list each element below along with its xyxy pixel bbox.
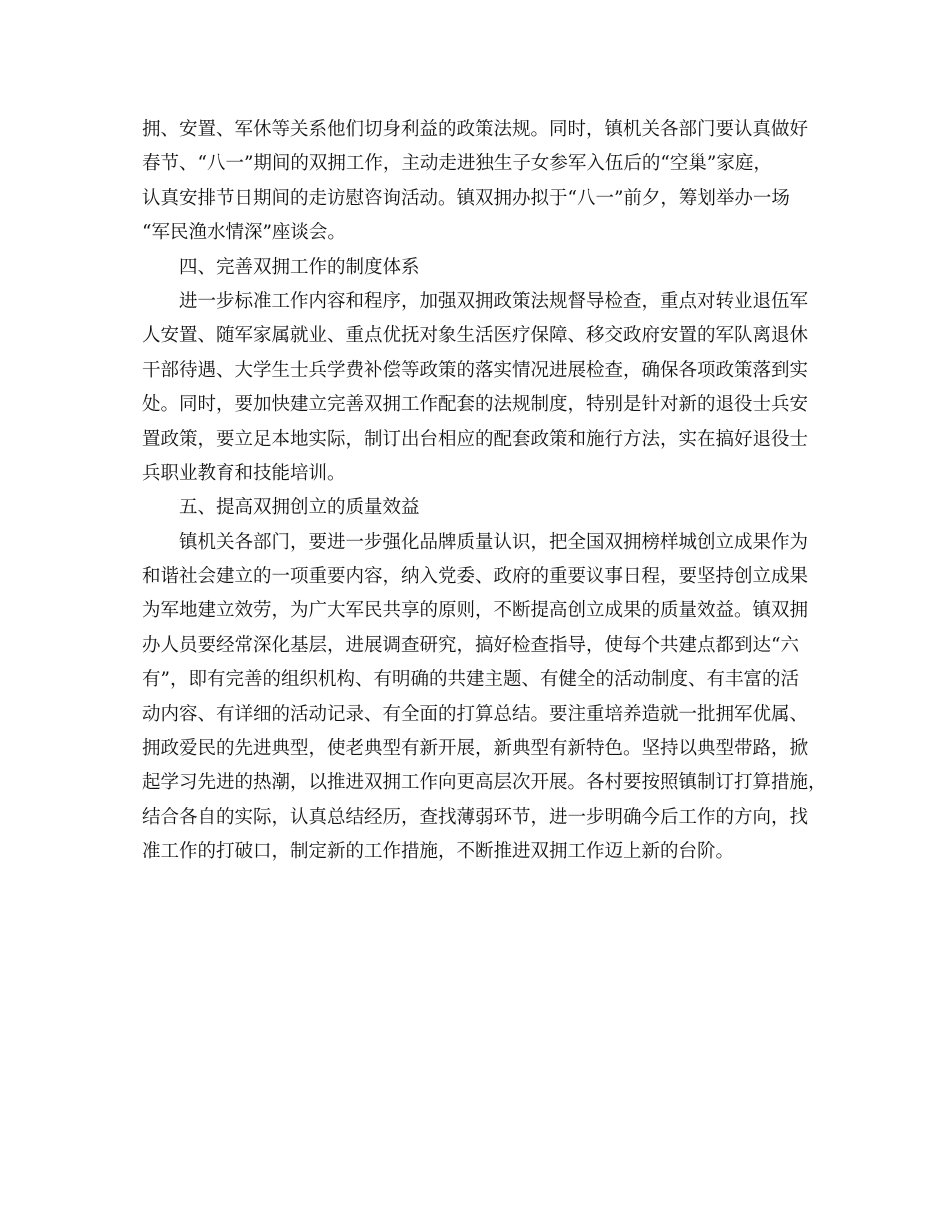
text-line: 置政策，要立足本地实际，制订出台相应的配套政策和施行方法，实在搞好退役士 <box>142 428 809 450</box>
section-heading: 五、提高双拥创立的质量效益 <box>179 497 420 519</box>
text-line: 干部待遇、大学生士兵学费补偿等政策的落实情况进展检查，确保各项政策落到实 <box>142 359 809 381</box>
text-line: 处。同时，要加快建立完善双拥工作配套的法规制度，特别是针对新的退役士兵安 <box>142 394 809 416</box>
text-line: 有”，即有完善的组织机构、有明确的共建主题、有健全的活动制度、有丰富的活 <box>142 669 799 691</box>
text-line: 春节、“八一”期间的双拥工作，主动走进独生子女参军入伍后的“空巢”家庭， <box>142 153 772 175</box>
text-line: 动内容、有详细的活动记录、有全面的打算总结。要注重培养造就一批拥军优属、 <box>142 703 809 725</box>
text-line: 认真安排节日期间的走访慰咨询活动。镇双拥办拟于“八一”前夕，筹划举办一场 <box>142 187 790 209</box>
text-line: 办人员要经常深化基层，进展调查研究，搞好检查指导，使每个共建点都到达“六 <box>142 634 799 656</box>
text-line: “军民渔水情深”座谈会。 <box>142 222 346 244</box>
text-line: 起学习先进的热潮，以推进双拥工作向更高层次开展。各村要按照镇制订打算措施， <box>142 772 827 794</box>
text-line: 准工作的打破口，制定新的工作措施，不断推进双拥工作迈上新的台阶。 <box>142 841 735 863</box>
text-line: 结合各自的实际，认真总结经历，查找薄弱环节，进一步明确今后工作的方向，找 <box>142 806 809 828</box>
document-body <box>142 113 827 870</box>
text-line: 兵职业教育和技能培训。 <box>142 462 346 484</box>
text-line: 拥政爱民的先进典型，使老典型有新开展，新典型有新特色。坚持以典型带路，掀 <box>142 738 809 760</box>
text-line: 拥、安置、军休等关系他们切身利益的政策法规。同时，镇机关各部门要认真做好 <box>142 119 809 140</box>
text-line: 进一步标准工作内容和程序，加强双拥政策法规督导检查，重点对转业退伍军 <box>179 290 809 312</box>
section-heading: 四、完善双拥工作的制度体系 <box>179 256 420 278</box>
text-line: 为军地建立效劳，为广大军民共享的原则，不断提高创立成果的质量效益。镇双拥 <box>142 600 809 622</box>
text-line: 和谐社会建立的一项重要内容，纳入党委、政府的重要议事日程，要坚持创立成果 <box>142 566 809 588</box>
text-line: 镇机关各部门，要进一步强化品牌质量认识，把全国双拥榜样城创立成果作为 <box>179 531 809 553</box>
text-line: 人安置、随军家属就业、重点优抚对象生活医疗保障、移交政府安置的军队离退休 <box>142 325 809 347</box>
